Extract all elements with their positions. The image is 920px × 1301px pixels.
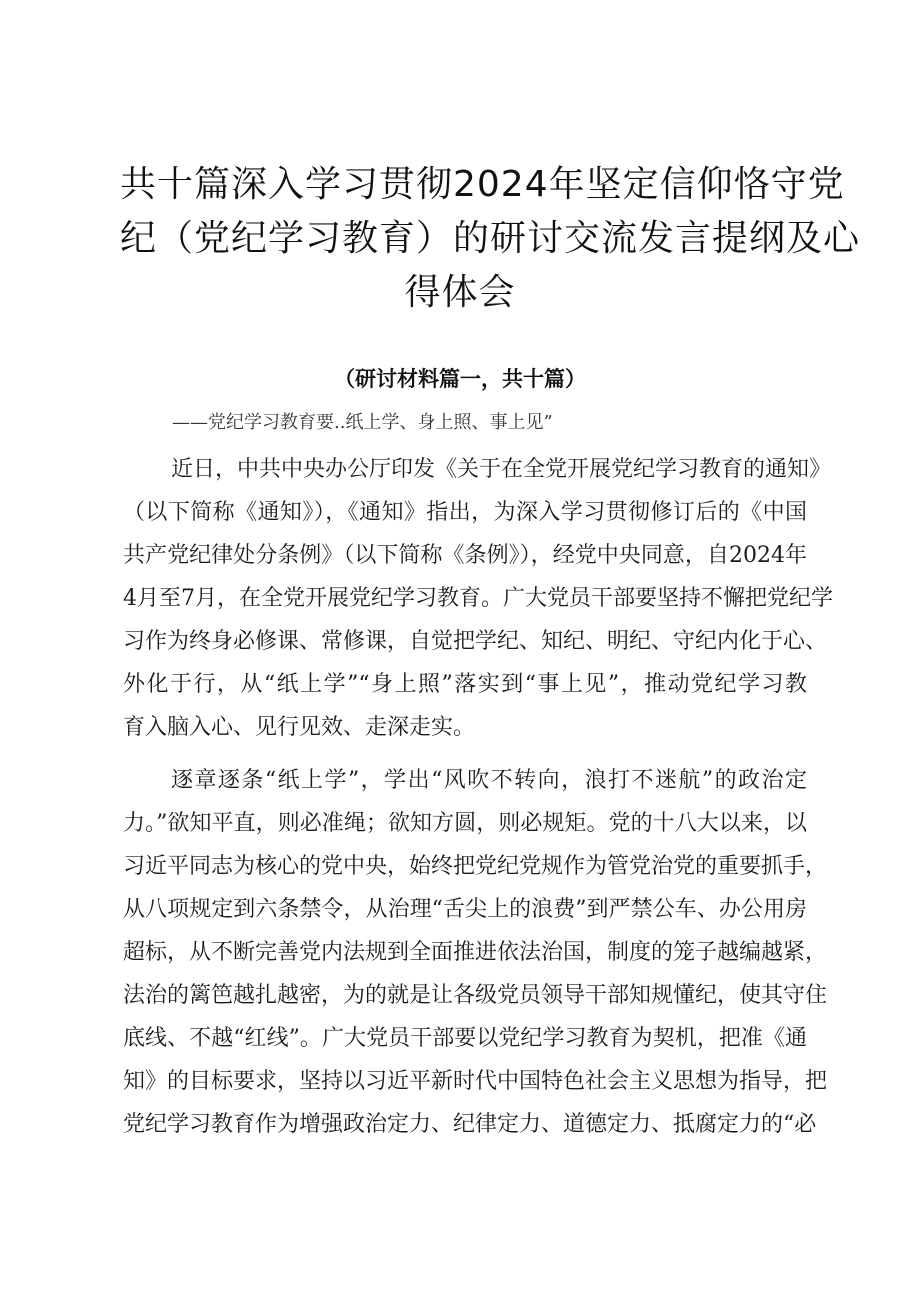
paragraph-line: 育入脑入心、见行见效、走深走实。 [123, 715, 476, 740]
paragraph-1 [123, 448, 833, 749]
document-quote: ——党纪学习教育要..纸上学、身上照、事上见” [172, 412, 553, 433]
paragraph-line: 从八项规定到六条禁令，从治理“舌尖上的浪费”到严禁公车、办公用房 [123, 897, 807, 922]
paragraph-line: （以下简称《通知》），《通知》指出，为深入学习贯彻修订后的《中国 [123, 500, 807, 525]
paragraph-line: 4月至7月，在全党开展党纪学习教育。广大党员干部要坚持不懈把党纪学 [123, 586, 833, 611]
paragraph-line: 法治的篱笆越扎越密，为的就是让各级党员领导干部知规懂纪，使其守住 [123, 983, 828, 1008]
document-subtitle: （研讨材料篇一，共十篇） [334, 366, 586, 391]
paragraph-line: 底线、不越“红线”。广大党员干部要以党纪学习教育为契机，把准《通 [123, 1026, 807, 1051]
document-title [120, 158, 861, 320]
paragraph-line: 知》的目标要求，坚持以习近平新时代中国特色社会主义思想为指导，把 [123, 1069, 828, 1094]
title-line: 纪（党纪学习教育）的研讨交流发言提纲及心 [120, 218, 861, 259]
paragraph-line: 共产党纪律处分条例》（以下简称《条例》），经党中央同意，自2024年 [123, 543, 807, 568]
paragraph-line: 习近平同志为核心的党中央，始终把党纪党规作为管党治党的重要抓手， [123, 854, 828, 879]
paragraph-line: 外化于行，从“纸上学”“身上照”落实到“事上见”，推动党纪学习教 [123, 672, 807, 697]
paragraph-line: 党纪学习教育作为增强政治定力、纪律定力、道德定力、抵腐定力的“必 [123, 1112, 817, 1137]
title-line: 共十篇深入学习贯彻2024年坚定信仰恪守党 [120, 164, 845, 205]
paragraph-line: 近日，中共中央办公厅印发《关于在全党开展党纪学习教育的通知》 [171, 457, 832, 482]
title-line: 得体会 [404, 272, 516, 313]
paragraph-2 [123, 759, 828, 1146]
paragraph-line: 超标，从不断完善党内法规到全面推进依法治国，制度的笼子越编越紧， [123, 940, 828, 965]
paragraph-line: 逐章逐条“纸上学”，学出“风吹不转向，浪打不迷航”的政治定 [171, 768, 807, 793]
paragraph-line: 习作为终身必修课、常修课，自觉把学纪、知纪、明纪、守纪内化于心、 [123, 629, 828, 654]
paragraph-line: 力。”欲知平直，则必准绳；欲知方圆，则必规矩。党的十八大以来，以 [123, 811, 807, 836]
